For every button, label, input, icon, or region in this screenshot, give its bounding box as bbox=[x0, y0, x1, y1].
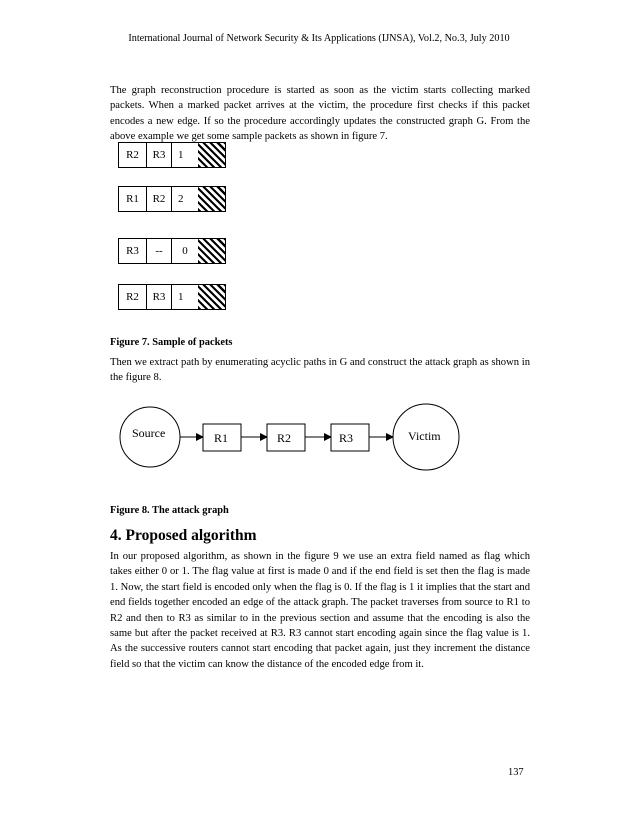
packet-distance-field: 0 bbox=[171, 238, 198, 264]
packet-end-field: -- bbox=[146, 238, 171, 264]
page-number: 137 bbox=[508, 767, 524, 778]
packet-end-field: R2 bbox=[146, 186, 171, 212]
packet-4 bbox=[118, 284, 226, 310]
packet-start-field: R2 bbox=[118, 284, 146, 310]
paragraph-extract-path: Then we extract path by enumerating acyclic paths in G and construct the attack graph as shown in the figure 8. bbox=[110, 357, 530, 384]
hatched-field bbox=[198, 186, 226, 212]
packet-start-field: R3 bbox=[118, 238, 146, 264]
figure-8-caption: Figure 8. The attack graph bbox=[110, 505, 229, 516]
hatched-field bbox=[198, 238, 226, 264]
victim-label: Victim bbox=[408, 429, 441, 443]
packet-distance-field: 1 bbox=[171, 284, 198, 310]
packet-start-field: R1 bbox=[118, 186, 146, 212]
section-heading: 4. Proposed algorithm bbox=[110, 527, 257, 544]
packet-start-field: R2 bbox=[118, 142, 146, 168]
running-header: International Journal of Network Security & Its Applications (IJNSA), Vol.2, No.3, July 2010 bbox=[128, 33, 510, 44]
packet-distance-field: 2 bbox=[171, 186, 198, 212]
hatched-field bbox=[198, 284, 226, 310]
packet-1 bbox=[118, 142, 226, 168]
paragraph-proposed-algorithm: In our proposed algorithm, as shown in the figure 9 we use an extra field named as flag which takes either 0 or 1. The flag value at first is made 0 and if the end field is set then the flag is made 1. Now, the start field is encoded only when the flag is 0. If the flag is 1 it implies that the start and end fields together encoded an edge of the attack graph. The packet traverses from source to R1 to R2 and then to R3 as similar to in the previous section and assume that the encoding is also the same but after the packet received at R3. R3 cannot start encoding again since the flag value is 1. As the successive routers cannot start encoding that packet again, just they increment the distance field so that the victim can know the distance of the encoded edge from it. bbox=[110, 551, 530, 670]
source-label: Source bbox=[132, 426, 166, 440]
router-r3-label: R3 bbox=[339, 431, 354, 445]
packet-end-field: R3 bbox=[146, 284, 171, 310]
router-r1-label: R1 bbox=[214, 431, 229, 445]
hatched-field bbox=[198, 142, 226, 168]
router-r2-label: R2 bbox=[277, 431, 292, 445]
attack-graph-diagram bbox=[110, 400, 470, 490]
packet-distance-field: 1 bbox=[171, 142, 198, 168]
packet-3 bbox=[118, 238, 226, 264]
paragraph-graph-reconstruction: The graph reconstruction procedure is started as soon as the victim starts collecting marked packets. When a marked packet arrives at the victim, the procedure first checks if this packet encodes a new edge. If so the procedure accordingly updates the constructed graph G. From the above example we get some sample packets as shown in figure 7. bbox=[110, 85, 530, 143]
figure-7-caption: Figure 7. Sample of packets bbox=[110, 337, 233, 348]
packet-2 bbox=[118, 186, 226, 212]
packet-end-field: R3 bbox=[146, 142, 171, 168]
